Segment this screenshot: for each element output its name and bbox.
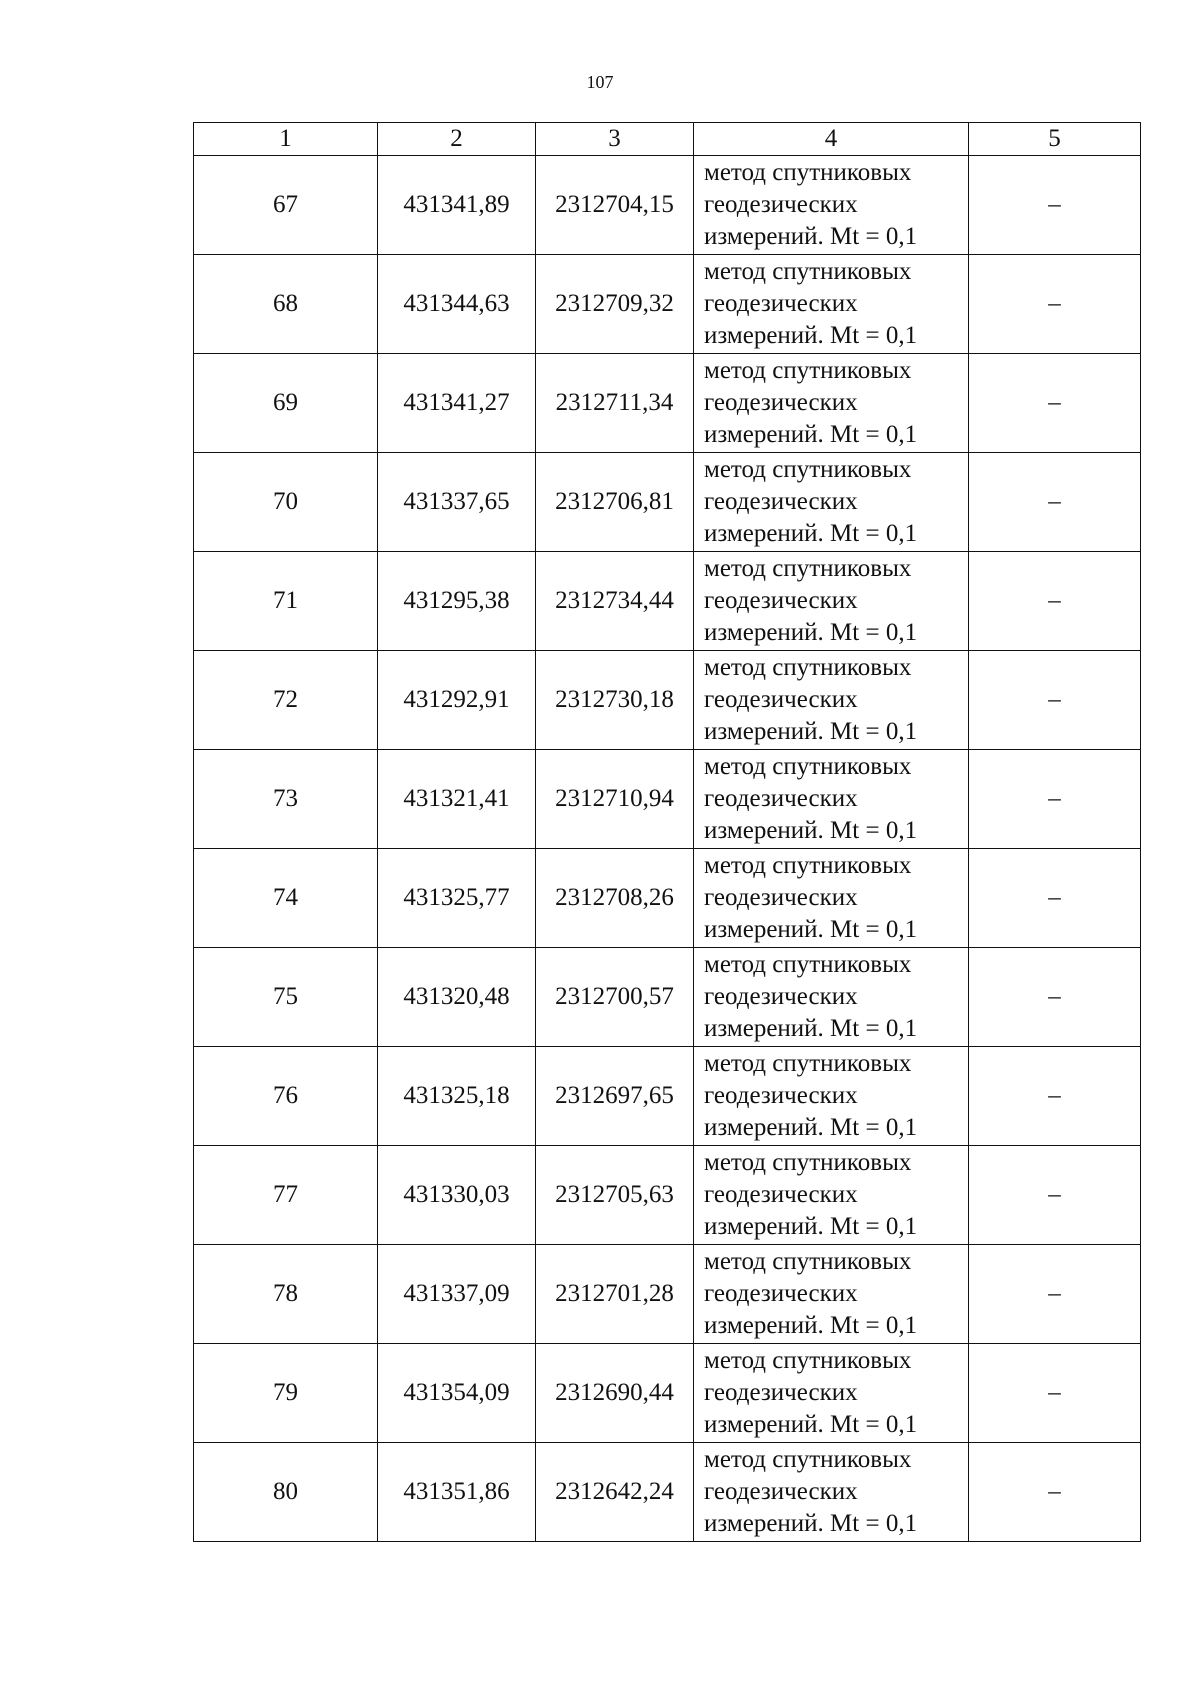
table-row — [194, 453, 1141, 552]
method-line: метод спутниковых — [704, 1446, 912, 1473]
x-coordinate-cell: 431351,86 — [378, 1443, 536, 1542]
column-5-cell: – — [969, 255, 1141, 354]
column-header-4: 4 — [694, 123, 969, 156]
point-number-cell: 72 — [194, 651, 378, 750]
table-row — [194, 948, 1141, 1047]
method-line: геодезических — [704, 1181, 858, 1208]
x-coordinate-cell: 431325,18 — [378, 1047, 536, 1146]
table-row — [194, 849, 1141, 948]
point-number-cell: 69 — [194, 354, 378, 453]
method-line: измерений. Mt = 0,1 — [704, 916, 918, 943]
method-cell — [694, 156, 969, 255]
method-line: геодезических — [704, 785, 858, 812]
method-line: геодезических — [704, 290, 858, 317]
method-cell — [694, 1344, 969, 1443]
column-header-5: 5 — [969, 123, 1141, 156]
x-coordinate-cell: 431292,91 — [378, 651, 536, 750]
table-row — [194, 1047, 1141, 1146]
method-cell — [694, 255, 969, 354]
method-cell — [694, 453, 969, 552]
method-line: измерений. Mt = 0,1 — [704, 421, 918, 448]
column-5-cell: – — [969, 750, 1141, 849]
method-cell — [694, 948, 969, 1047]
table-body — [194, 156, 1141, 1542]
y-coordinate-cell: 2312706,81 — [536, 453, 694, 552]
table-header-row — [194, 123, 1141, 156]
method-line: геодезических — [704, 587, 858, 614]
point-number-cell: 79 — [194, 1344, 378, 1443]
method-line: метод спутниковых — [704, 357, 912, 384]
x-coordinate-cell: 431320,48 — [378, 948, 536, 1047]
column-5-cell: – — [969, 552, 1141, 651]
method-cell — [694, 1146, 969, 1245]
y-coordinate-cell: 2312710,94 — [536, 750, 694, 849]
x-coordinate-cell: 431337,09 — [378, 1245, 536, 1344]
page-number: 107 — [586, 72, 614, 92]
y-coordinate-cell: 2312697,65 — [536, 1047, 694, 1146]
x-coordinate-cell: 431325,77 — [378, 849, 536, 948]
x-coordinate-cell: 431337,65 — [378, 453, 536, 552]
method-line: геодезических — [704, 1082, 858, 1109]
point-number-cell: 74 — [194, 849, 378, 948]
column-5-cell: – — [969, 453, 1141, 552]
method-line: метод спутниковых — [704, 258, 912, 285]
point-number-cell: 78 — [194, 1245, 378, 1344]
point-number-cell: 71 — [194, 552, 378, 651]
y-coordinate-cell: 2312704,15 — [536, 156, 694, 255]
y-coordinate-cell: 2312705,63 — [536, 1146, 694, 1245]
method-cell — [694, 750, 969, 849]
x-coordinate-cell: 431344,63 — [378, 255, 536, 354]
method-line: метод спутниковых — [704, 159, 912, 186]
method-line: измерений. Mt = 0,1 — [704, 1213, 918, 1240]
method-cell — [694, 1047, 969, 1146]
x-coordinate-cell: 431341,89 — [378, 156, 536, 255]
table-row — [194, 651, 1141, 750]
method-line: метод спутниковых — [704, 951, 912, 978]
method-line: метод спутниковых — [704, 1149, 912, 1176]
method-line: измерений. Mt = 0,1 — [704, 718, 918, 745]
table-row — [194, 354, 1141, 453]
column-5-cell: – — [969, 354, 1141, 453]
method-line: геодезических — [704, 1280, 858, 1307]
method-cell — [694, 354, 969, 453]
method-line: измерений. Mt = 0,1 — [704, 1015, 918, 1042]
method-line: метод спутниковых — [704, 753, 912, 780]
method-line: измерений. Mt = 0,1 — [704, 619, 918, 646]
method-line: измерений. Mt = 0,1 — [704, 1411, 918, 1438]
y-coordinate-cell: 2312711,34 — [536, 354, 694, 453]
x-coordinate-cell: 431321,41 — [378, 750, 536, 849]
column-5-cell: – — [969, 849, 1141, 948]
table-row — [194, 1146, 1141, 1245]
method-line: метод спутниковых — [704, 654, 912, 681]
point-number-cell: 68 — [194, 255, 378, 354]
x-coordinate-cell: 431354,09 — [378, 1344, 536, 1443]
method-cell — [694, 849, 969, 948]
method-line: геодезических — [704, 1478, 858, 1505]
table-row — [194, 1344, 1141, 1443]
point-number-cell: 77 — [194, 1146, 378, 1245]
method-cell — [694, 552, 969, 651]
y-coordinate-cell: 2312642,24 — [536, 1443, 694, 1542]
method-line: измерений. Mt = 0,1 — [704, 1114, 918, 1141]
method-line: метод спутниковых — [704, 1050, 912, 1077]
column-5-cell: – — [969, 948, 1141, 1047]
column-5-cell: – — [969, 1146, 1141, 1245]
method-line: метод спутниковых — [704, 1347, 912, 1374]
method-line: метод спутниковых — [704, 1248, 912, 1275]
y-coordinate-cell: 2312734,44 — [536, 552, 694, 651]
method-line: геодезических — [704, 884, 858, 911]
point-number-cell: 67 — [194, 156, 378, 255]
method-line: геодезических — [704, 1379, 858, 1406]
method-line: геодезических — [704, 191, 858, 218]
method-line: геодезических — [704, 686, 858, 713]
method-line: измерений. Mt = 0,1 — [704, 1510, 918, 1537]
table-row — [194, 156, 1141, 255]
x-coordinate-cell: 431341,27 — [378, 354, 536, 453]
column-5-cell: – — [969, 651, 1141, 750]
x-coordinate-cell: 431295,38 — [378, 552, 536, 651]
column-5-cell: – — [969, 1344, 1141, 1443]
point-number-cell: 75 — [194, 948, 378, 1047]
x-coordinate-cell: 431330,03 — [378, 1146, 536, 1245]
method-line: измерений. Mt = 0,1 — [704, 223, 918, 250]
method-line: метод спутниковых — [704, 456, 912, 483]
method-line: измерений. Mt = 0,1 — [704, 817, 918, 844]
method-line: метод спутниковых — [704, 555, 912, 582]
y-coordinate-cell: 2312690,44 — [536, 1344, 694, 1443]
method-cell — [694, 651, 969, 750]
column-header-3: 3 — [536, 123, 694, 156]
method-line: геодезических — [704, 488, 858, 515]
y-coordinate-cell: 2312700,57 — [536, 948, 694, 1047]
method-line: геодезических — [704, 983, 858, 1010]
y-coordinate-cell: 2312708,26 — [536, 849, 694, 948]
column-5-cell: – — [969, 1047, 1141, 1146]
table-row — [194, 552, 1141, 651]
column-5-cell: – — [969, 1443, 1141, 1542]
method-line: измерений. Mt = 0,1 — [704, 1312, 918, 1339]
method-line: геодезических — [704, 389, 858, 416]
point-number-cell: 73 — [194, 750, 378, 849]
y-coordinate-cell: 2312709,32 — [536, 255, 694, 354]
column-5-cell: – — [969, 156, 1141, 255]
table-row — [194, 255, 1141, 354]
y-coordinate-cell: 2312730,18 — [536, 651, 694, 750]
point-number-cell: 80 — [194, 1443, 378, 1542]
column-header-2: 2 — [378, 123, 536, 156]
point-number-cell: 76 — [194, 1047, 378, 1146]
point-number-cell: 70 — [194, 453, 378, 552]
method-line: измерений. Mt = 0,1 — [704, 520, 918, 547]
method-cell — [694, 1245, 969, 1344]
method-cell — [694, 1443, 969, 1542]
column-5-cell: – — [969, 1245, 1141, 1344]
table-row — [194, 750, 1141, 849]
method-line: метод спутниковых — [704, 852, 912, 879]
y-coordinate-cell: 2312701,28 — [536, 1245, 694, 1344]
method-line: измерений. Mt = 0,1 — [704, 322, 918, 349]
table-row — [194, 1443, 1141, 1542]
coordinates-table — [193, 122, 1141, 1542]
column-header-1: 1 — [194, 123, 378, 156]
table-row — [194, 1245, 1141, 1344]
